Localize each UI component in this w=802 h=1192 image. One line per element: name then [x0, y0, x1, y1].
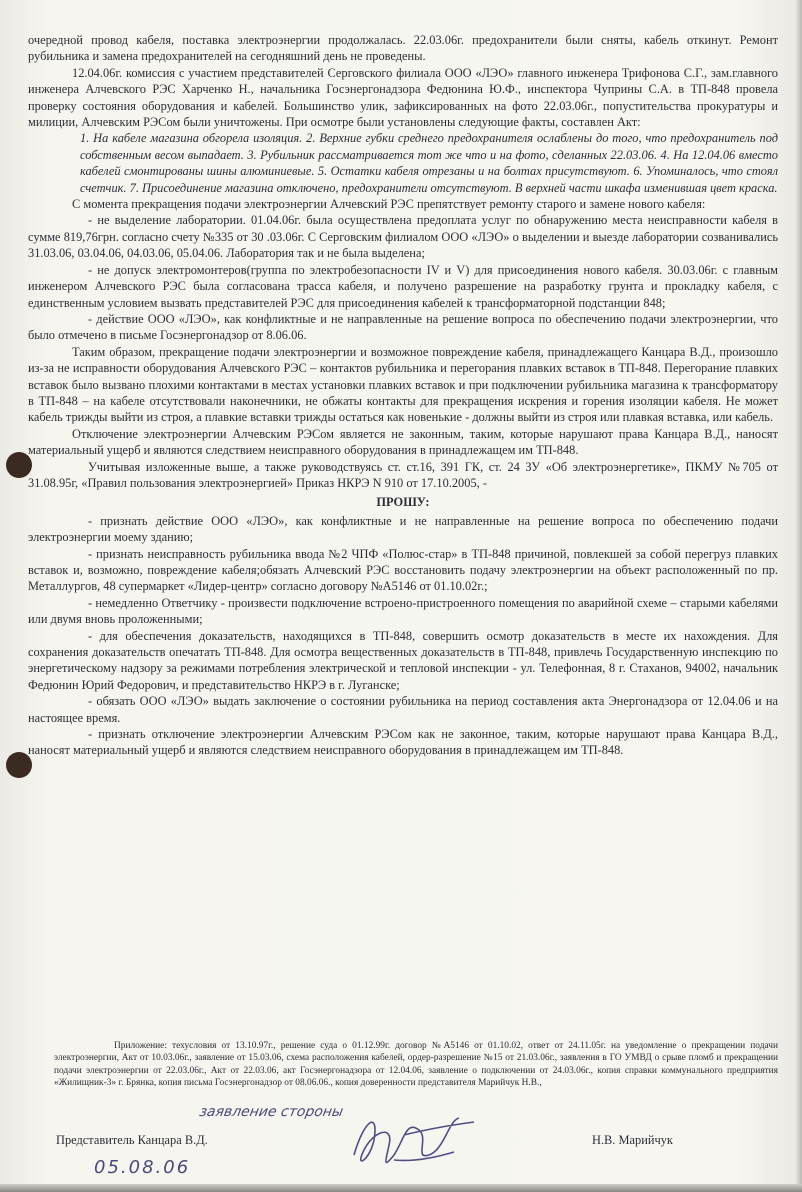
list-item: - действие ООО «ЛЭО», как конфликтные и не направленные на решение вопроса по обеспечению подачи электроэнергии, что было отмечено в письме Госэнергонадзор от 8.06.06. — [28, 311, 778, 343]
request-item: - немедленно Ответчику - произвести подключение встроено-пристроенного помещения по аварийной схеме – старыми кабелями или двумя вновь проложенными; — [28, 595, 778, 627]
request-item: - признать действие ООО «ЛЭО», как конфликтные и не направленные на решение вопроса по обеспечению подачи электроэнергии моему зданию; — [28, 513, 778, 545]
request-heading: ПРОШУ: — [376, 495, 430, 510]
request-item: - признать отключение электроэнергии Алчевским РЭСом как не законное, таким, которые нарушают права Канцара В.Д., наносят материальный ущерб и являются следствием неисправного оборудования в принадлежащем им ТП-848. — [28, 727, 778, 758]
request-item: - для обеспечения доказательств, находящихся в ТП-848, совершить осмотр доказательств в месте их нахождения. Для сохранения доказательств опечатать ТП-848. Для осмотра вещественных доказательств в ТП-848, привлечь Государственную инспекцию по энергетическому надзору за режимами потребления электрической и тепловой инспекции - ул. Телефонная, 8 г. Стаханов, 94002, начальник Федюнин Юрий Федорович, и представительство НКРЭ в г. Луганске; — [28, 628, 778, 692]
page-edge-shadow — [796, 0, 802, 1192]
list-item: - не допуск электромонтеров(группа по электробезопасности IV и V) для присоединения нового кабеля. 30.03.06г. с главным инженером Алчевского РЭС была согласована трасса кабеля, и получено разрешение на разработку грунта и прокладку кабеля, с единственным условием вызвать представителей РЭС для присоединения кабелей к трансформаторной подстанции 848; — [28, 262, 778, 310]
representative-label: Представитель Канцара В.Д. — [56, 1133, 208, 1147]
svg-text:заявление стороны: заявление стороны — [198, 1104, 345, 1120]
representative-name: Н.В. Марийчук — [592, 1133, 673, 1147]
list-item: - не выделение лаборатории. 01.04.06г. была осуществлена предоплата услуг по обнаружению места неисправности кабеля в сумме 819,76грн. согласно счету №335 от 30 .03.06г. С Серговским филиалом ООО «ЛЭО» о выделении и выезде лаборатории созванивались 31.03.06, 03.04.06, 04.03.06, 05.04.06. Лаборатория так и не была выделена; — [28, 213, 778, 261]
page-edge-shadow — [0, 1184, 802, 1192]
paragraph: 12.04.06г. комиссия с участием представителей Серговского филиала ООО «ЛЭО» главного инженера Трифонова С.Г., зам.главного инженера Алчевского РЭС Харченко Н., начальника Госэнергонадзора Федюнина Ю.Ф., инспектора Чуприны С.А. в ТП-848 провела проверку состояния оборудования и кабелей. Большинство улик, зафиксированных на фото 22.03.06г., попустительства прокуратуры и милиции, Алчевским РЭСом были уничтожены. При осмотре были установлены следующие факты, составлен Акт: — [28, 65, 778, 130]
paragraph: очередной провод кабеля, поставка электроэнергии продолжалась. 22.03.06г. предохранители были сняты, кабель откинут. Ремонт рубильника и замена предохранителей на сегодняшний день не проведены. — [28, 33, 778, 64]
act-findings: 1. На кабеле магазина обгорела изоляция. 2. Верхние губки среднего предохранителя ослаблены до того, что предохранитель под собственным весом выпадает. 3. Рубильник рассматривается тот же что и на фото, сделанных 22.03.06. 4. На 12.04.06 вместо кабелей смонтированы шины алюминиевые. 5. Остатки кабеля отрезаны и на болтах присутствуют. 6. Упоминалось, что стоял счетчик. 7. Присоединение магазина отключено, предохранители отсутствуют. В верхней части шкафа изменившая цвет краска. — [80, 131, 778, 195]
paragraph: Отключение электроэнергии Алчевским РЭСом является не законным, таким, которые нарушают права Канцара В.Д., наносят материальный ущерб и являются следствием неисправного оборудования в принадлежащем им ТП-848. — [28, 426, 778, 458]
handwritten-date — [90, 1152, 220, 1180]
document-body — [28, 32, 778, 759]
svg-text:05.08.06: 05.08.06 — [94, 1157, 191, 1178]
request-item: - признать неисправность рубильника ввода №2 ЧПФ «Полюс-стар» в ТП-848 причиной, повлекшей за собой перегруз плавких вставок и, возможно, повреждение кабеля;обязать Алчевский РЭС восстановить подачу электроэнергии на объект расположенный по пр. Металлургов, 48 супермаркет «Лидер-центр» согласно договору №А5146 от 01.10.02г.; — [28, 546, 778, 594]
signature-icon — [334, 1100, 494, 1180]
request-item: - обязать ООО «ЛЭО» выдать заключение о состоянии рубильника на период составления акта Энергонадзора от 12.04.06 и на настоящее время. — [28, 694, 778, 725]
appendix-text: Приложение: техусловия от 13.10.97г., решение суда о 01.12.99г. договор №А5146 от 01.10.02, ответ от 24.11.05г. на уведомление о прекращении подачи электроэнергии, Акт от 10.03.06г., заявление от 15.03.06, схема расположения кабелей, ордер-разрешение №15 от 21.03.06г., заявления в ГО УМВД о срыве пломб и прекращении подачи электроэнергии от 22.03.06г., Акт от 22.03.06, акт Госэнергонадзора от 12.04.06, заявление о подключении от 24.03.06г., копия справки коммунального предприятия «Жилищник-3» г. Брянка, копия письма Госэнергонадзор от 08.06.06., копия доверенности представителя Марийчук Н.В., — [54, 1041, 778, 1088]
paragraph: Учитывая изложенные выше, а также руководствуясь ст. ст.16, 391 ГК, ст. 24 ЗУ «Об электроэнергетике», ПКМУ №705 от 31.08.95г, «Правил пользования электроэнергией» Приказ НКРЭ N 910 от 17.10.2005, - — [28, 459, 778, 490]
paragraph: С момента прекращения подачи электроэнергии Алчевский РЭС препятствует ремонту старого и замене нового кабеля: — [72, 197, 706, 212]
appendix — [54, 1040, 778, 1089]
paragraph: Таким образом, прекращение подачи электроэнергии и возможное повреждение кабеля, принадлежащего Канцара В.Д., произошло из-за не исправности оборудования Алчевского РЭС – контактов рубильника и перегорания плавких вставок в ТП-848. Перегорание плавких вставок было вызвано плохими контактами в местах установки плавких вставок и при подключении рубильника магазина к трансформатору в ТП-848 – на кабеле отсутствовали наконечники, не обжаты контакты для прекращения искрения и горения изоляции кабеля. Не может кабель трижды выйти из строя, а плавкие вставки трижды остаться как новенькие - должны выйти из строя или плавкая вставка, или кабель. — [28, 344, 778, 425]
